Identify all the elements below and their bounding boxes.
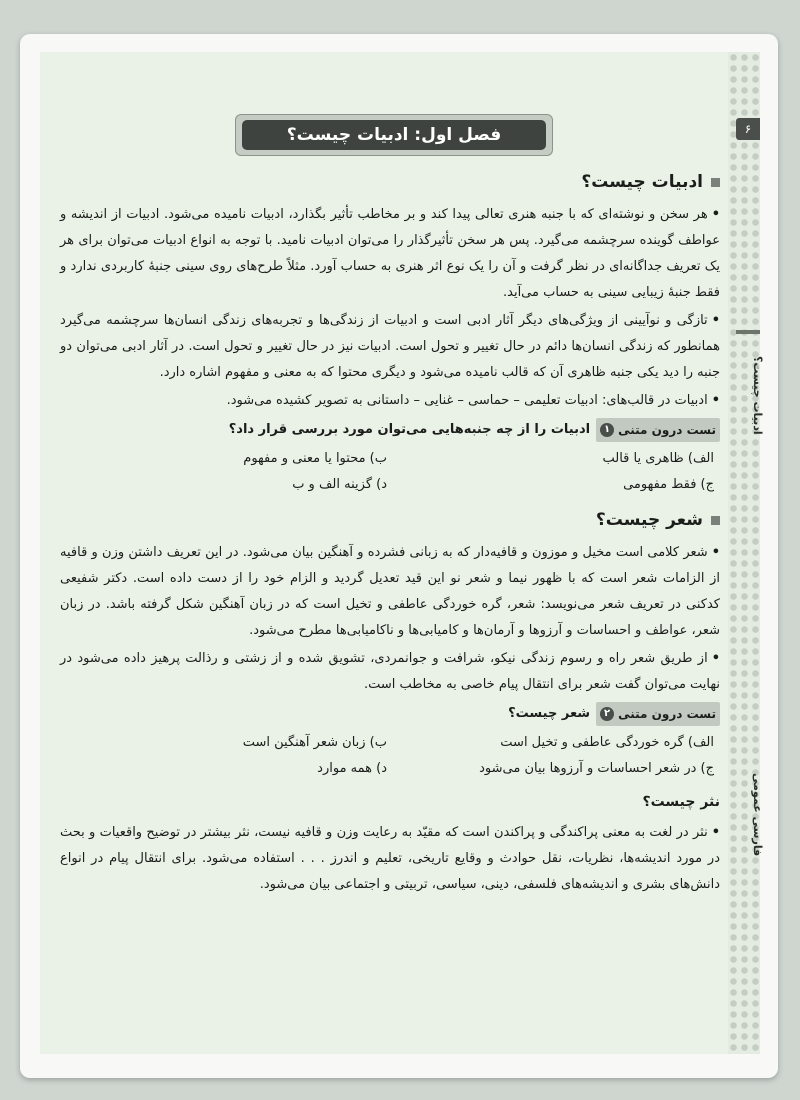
paragraph: •ادبیات در قالب‌های: ادبیات تعلیمی – حماسی – غنایی – داستانی به تصویر کشیده می‌شود. <box>226 393 720 408</box>
option-a: الف) ظاهری یا قالب <box>602 451 714 466</box>
paragraph: •شعر کلامی است مخیل و موزون و قافیه‌دار که به زبانی فشرده و آهنگین بیان می‌شود. در این تعریف داشتن وزن و قافیه از الزامات شعر است که با ظهور نیما و شعر نو این قید تعدیل گردید و الزام خود را از دست داده است. دکتر شفیعی کدکنی در تعریف شعر می‌نویسد: شعر، گره خوردگی عاطفی و تخیل است که در زبان آهنگین شکل گرفته باشد. در زبان شعر، عواطف و احساسات و آرزوها و آرمان‌ها و کامیابی‌ها و ناکامیابی‌ها مطرح می‌شود. <box>60 545 720 638</box>
option-b: ب) محتوا یا معنی و مفهوم <box>243 451 387 466</box>
question-number: ۱ <box>600 423 614 437</box>
side-label-topic: ادبیات چیست؟ <box>751 355 764 435</box>
answer-options <box>60 730 720 782</box>
question-tag: تست درون متنی ۱ <box>596 418 720 442</box>
paragraph: •نثر در لغت به معنی پراکندگی و پراکندن است که مقیّد به رعایت وزن و قافیه نیست، نثر بیشتر در توضیح واقعیات و بحث در مورد اندیشه‌ها، نظریات، نقل حوادث و وقایع تاریخی، تعلیم و اندرز . . . استفاده می‌شود. برای انتقال پیام در انواع دانش‌های بشری و اندیشه‌های فلسفی، دینی، سیاسی، تربیتی و اجتماعی بیان می‌شود. <box>60 825 720 892</box>
question-text: شعر چیست؟ <box>508 706 591 721</box>
dotted-side-strip <box>728 52 760 1054</box>
option-c: ج) در شعر احساسات و آرزوها بیان می‌شود <box>479 761 714 776</box>
paragraph: •از طریق شعر راه و رسوم زندگی نیکو، شرافت و جوانمردی، تشویق شده و از زشتی و رذالت پرهیز داده می‌شود در نهایت می‌توان گفت شعر برای انتقال پیام خاصی به مخاطب است. <box>60 651 720 692</box>
option-b: ب) زبان شعر آهنگین است <box>242 735 387 750</box>
answer-options <box>60 446 720 498</box>
page-content <box>60 168 720 900</box>
question-tag: تست درون متنی ۲ <box>596 702 720 726</box>
question-heading <box>60 702 720 726</box>
side-label-book: فارسی عمومی <box>751 773 764 857</box>
section-heading: نثر چیست؟ <box>642 794 720 810</box>
question-text: ادبیات را از چه جنبه‌هایی می‌توان مورد بررسی قرار داد؟ <box>228 422 591 437</box>
option-a: الف) گره خوردگی عاطفی و تخیل است <box>500 735 714 750</box>
chapter-title-box <box>235 114 553 156</box>
square-bullet-icon <box>711 178 720 187</box>
square-bullet-icon <box>711 516 720 525</box>
option-d: د) همه موارد <box>317 761 387 776</box>
question-heading <box>60 418 720 442</box>
section-heading: ادبیات چیست؟ <box>60 168 720 196</box>
option-c: ج) فقط مفهومی <box>623 477 714 492</box>
side-divider <box>736 330 760 334</box>
page-number-tab: ۶ <box>736 118 760 140</box>
chapter-title: فصل اول: ادبیات چیست؟ <box>242 120 546 150</box>
option-d: د) گزینه الف و ب <box>292 477 387 492</box>
paragraph: •هر سخن و نوشته‌ای که با جنبه هنری تعالی پیدا کند و بر مخاطب تأثیر بگذارد، ادبیات نامیده می‌شود. ادبیات از اندیشه و عواطف گوینده سرچشمه می‌گیرد. پس هر سخن تأثیرگذار را می‌توان ادبیات نامید. با توجه به انواع ادبیات می‌توان برای هر یک تعریف جداگانه‌ای در نظر گرفت و آن را یک نوع اثر هنری به حساب آورد. مثلاً طرح‌های روی سینی جنبهٔ کاربردی ندارد و فقط جنبهٔ زیبایی سینی به حساب می‌آید. <box>60 207 720 300</box>
question-number: ۲ <box>600 707 614 721</box>
paragraph: •تازگی و نوآیینی از ویژگی‌های دیگر آثار ادبی است و ادبیات از زندگی‌ها و تجربه‌های زندگی انسان‌ها سرچشمه می‌گیرد همانطور که زندگی انسان‌ها دائم در حال تغییر و تحول است. ادبیات نیز در حال تغییر و تحول است. در آثار ادبی می‌توان دو جنبه را دید یکی جنبه ظاهری آن که قالب نامیده می‌شود و دیگری محتوا که به معنی و مفهوم اشاره دارد. <box>60 313 720 380</box>
section-heading: شعر چیست؟ <box>60 506 720 534</box>
